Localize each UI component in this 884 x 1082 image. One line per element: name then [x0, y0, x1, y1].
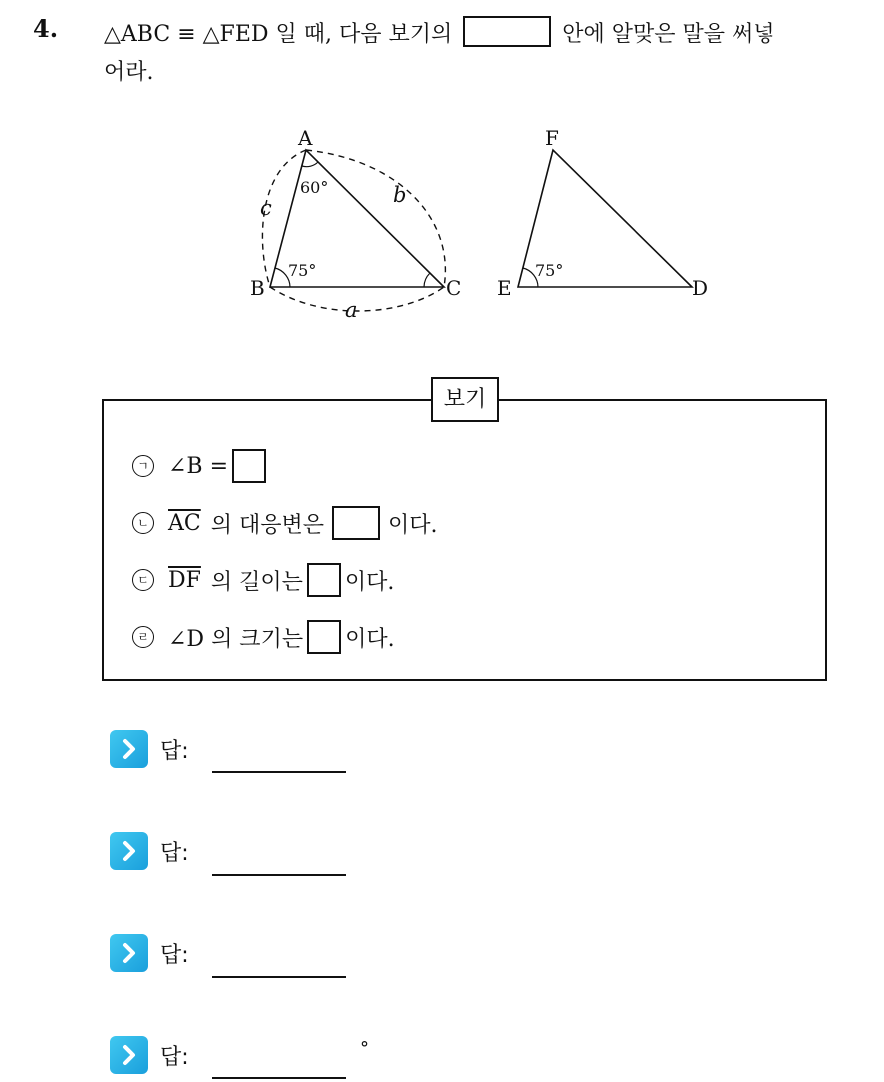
angle-b-label: 75°: [288, 261, 317, 280]
answer-row-2: [110, 832, 189, 870]
answer-blank-box: [307, 620, 341, 654]
vertex-a-label: A: [298, 126, 313, 150]
side-c-label: c: [260, 196, 272, 220]
vertex-f-label: F: [545, 126, 559, 150]
answer-input-line-4[interactable]: [212, 1077, 346, 1079]
segment-label: $\overline{AC}$: [168, 510, 201, 536]
answer-row-4: [110, 1036, 189, 1074]
vertex-c-label: C: [446, 276, 462, 300]
chevron-right-icon: [110, 1036, 148, 1074]
segment-label: $\overline{DF}$: [168, 567, 201, 593]
answer-input-line-3[interactable]: [212, 976, 346, 978]
bogi-item-4: [132, 620, 395, 654]
answer-row-3: [110, 934, 189, 972]
bogi-item-suffix: 이다.: [345, 626, 395, 652]
answer-label: 답:: [160, 840, 189, 866]
chevron-right-icon: [110, 730, 148, 768]
angle-c-arc: [424, 273, 430, 287]
circled-marker: ㄴ: [132, 512, 154, 534]
question-text-line2: 어라.: [104, 60, 154, 85]
circled-marker: ㄹ: [132, 626, 154, 648]
bogi-item-text: ∠D 의 크기는: [168, 626, 304, 652]
side-a-label: a: [345, 298, 358, 322]
question-number: 4.: [33, 14, 59, 43]
chevron-right-icon: [110, 832, 148, 870]
answer-label: 답:: [160, 1044, 189, 1070]
answer-label: 답:: [160, 942, 189, 968]
bogi-item-3: [132, 563, 394, 597]
question-text-after-blank: 안에 알맞은 말을 써넣: [562, 22, 775, 47]
angle-a-label: 60°: [300, 178, 329, 197]
chevron-right-icon: [110, 934, 148, 972]
vertex-d-label: D: [692, 276, 709, 300]
answer-label: 답:: [160, 738, 189, 764]
degree-unit: °: [360, 1038, 369, 1059]
bogi-item-2: [132, 506, 438, 540]
answer-blank-box: [232, 449, 266, 483]
circled-marker: ㄱ: [132, 455, 154, 477]
bogi-item-text: ∠B =: [168, 453, 229, 479]
question-text-before-blank: △ABC ≡ △FED 일 때, 다음 보기의: [104, 22, 453, 47]
answer-row-1: [110, 730, 189, 768]
bogi-item-suffix: 이다.: [344, 569, 395, 595]
answer-blank-box: [332, 506, 380, 540]
answer-input-line-2[interactable]: [212, 874, 346, 876]
answer-blank-box: [307, 563, 341, 597]
bogi-item-text: 의 길이는: [210, 569, 303, 595]
angle-a-arc: [302, 162, 318, 167]
angle-e-label: 75°: [535, 261, 564, 280]
vertex-b-label: B: [250, 276, 265, 300]
side-b-label: b: [393, 183, 407, 207]
answer-input-line-1[interactable]: [212, 771, 346, 773]
bogi-item-suffix: 이다.: [388, 512, 438, 538]
triangle-figure: [0, 0, 884, 340]
bogi-item-text: 의 대응변은: [210, 512, 324, 538]
bogi-title: 보기: [431, 377, 499, 422]
circled-marker: ㄷ: [132, 569, 154, 591]
bogi-item-1: [132, 449, 270, 483]
vertex-e-label: E: [497, 276, 512, 300]
